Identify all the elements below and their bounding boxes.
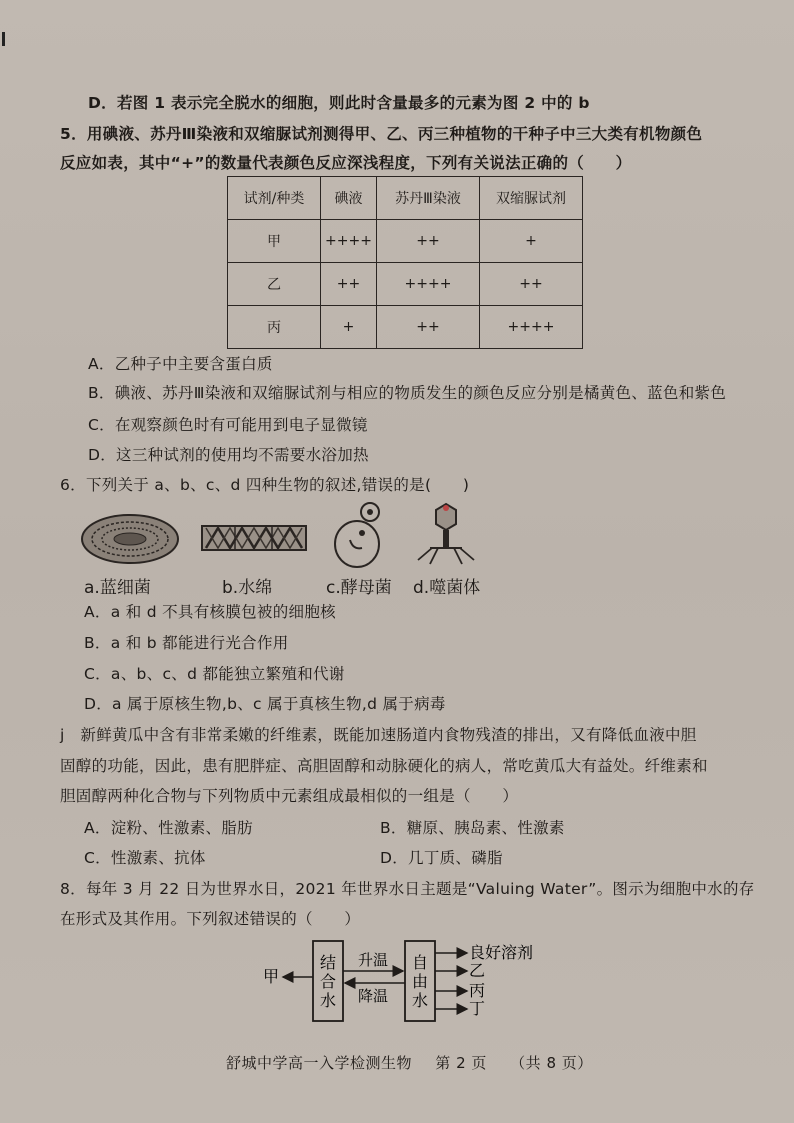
- table-header-cell: 碘液: [321, 177, 377, 220]
- q6-option-c: C．a、b、c、d 都能独立繁殖和代谢: [84, 665, 345, 683]
- q6-option-d: D．a 属于原核生物,b、c 属于真核生物,d 属于病毒: [84, 695, 446, 713]
- q5-stem-line2: 反应如表，其中“+”的数量代表颜色反应深浅程度，下列有关说法正确的（ ）: [60, 154, 632, 172]
- bound-water-char: 结: [319, 953, 337, 972]
- yeast-figure: [330, 500, 390, 570]
- table-header-cell: 试剂/种类: [228, 177, 321, 220]
- fig-label-a: a.蓝细菌: [84, 578, 151, 598]
- fig-label-d: d.噬菌体: [413, 578, 481, 598]
- table-row: [228, 306, 583, 349]
- q7-option-b: B．糖原、胰岛素、性激素: [380, 819, 565, 837]
- table-header-row: [228, 177, 583, 220]
- edge-mark: [2, 32, 5, 46]
- free-water-char: 水: [411, 991, 429, 1010]
- footer-total: （共 8 页）: [510, 1054, 593, 1072]
- table-cell: +: [480, 220, 583, 263]
- fig-label-c: c.酵母菌: [326, 578, 392, 598]
- table-cell: ++: [377, 220, 480, 263]
- table-cell: ++++: [480, 306, 583, 349]
- table-header-cell: 苏丹Ⅲ染液: [377, 177, 480, 220]
- spirogyra-figure: [200, 520, 308, 556]
- bacteriophage-figure: [410, 500, 482, 570]
- table-row: [228, 220, 583, 263]
- q5-option-b: B．碘液、苏丹Ⅲ染液和双缩脲试剂与相应的物质发生的颜色反应分别是橘黄色、蓝色和紫色: [88, 384, 727, 402]
- q5-option-a: A．乙种子中主要含蛋白质: [88, 355, 273, 373]
- fig-label-b: b.水绵: [222, 578, 273, 598]
- q7-option-a: A．淀粉、性激素、脂肪: [84, 819, 253, 837]
- q7-option-d: D．几丁质、磷脂: [380, 849, 503, 867]
- q7-stem-line1: j 新鲜黄瓜中含有非常柔嫩的纤维素，既能加速肠道内食物残渣的排出，又有降低血液中胆: [60, 726, 697, 744]
- table-header-cell: 双缩脲试剂: [480, 177, 583, 220]
- q5-option-d: D．这三种试剂的使用均不需要水浴加热: [88, 446, 369, 464]
- water-forms-diagram: [255, 935, 555, 1030]
- free-water-char: 自: [411, 953, 429, 972]
- table-cell: 丙: [228, 306, 321, 349]
- q7-stem-line2: 固醇的功能，因此，患有肥胖症、高胆固醇和动脉硬化的病人，常吃黄瓜大有益处。纤维素和: [60, 757, 708, 775]
- bound-water-char: 合: [319, 972, 337, 991]
- free-water-char: 由: [411, 972, 429, 991]
- bound-water-char: 水: [319, 991, 337, 1010]
- q5-option-c: C．在观察颜色时有可能用到电子显微镜: [88, 416, 368, 434]
- footer-school: 舒城中学高一入学检测生物: [226, 1054, 413, 1072]
- table-cell: ++++: [377, 263, 480, 306]
- table-cell: ++: [377, 306, 480, 349]
- q6-option-a: A．a 和 d 不具有核膜包被的细胞核: [84, 603, 336, 621]
- table-row: [228, 263, 583, 306]
- q7-option-c: C．性激素、抗体: [84, 849, 206, 867]
- table-cell: +: [321, 306, 377, 349]
- output-yi: 乙: [469, 961, 486, 980]
- q5-stem-line1: 5．用碘液、苏丹Ⅲ染液和双缩脲试剂测得甲、乙、丙三种植物的干种子中三大类有机物颜色: [60, 125, 703, 143]
- arrow-warm-label: 升温: [357, 951, 389, 969]
- q4-option-d: D．若图 1 表示完全脱水的细胞，则此时含量最多的元素为图 2 中的 b: [88, 94, 590, 112]
- q8-stem-line2: 在形式及其作用。下列叙述错误的（ ）: [60, 910, 361, 928]
- q8-stem-line1: 8．每年 3 月 22 日为世界水日，2021 年世界水日主题是“Valuing Water”。图示为细胞中水的存: [60, 880, 755, 898]
- page-footer: [226, 1052, 611, 1073]
- output-solvent: 良好溶剂: [469, 943, 534, 962]
- footer-page: 第 2 页: [435, 1054, 487, 1072]
- cyanobacteria-figure: [78, 510, 183, 568]
- output-bing: 丙: [469, 981, 486, 1000]
- table-cell: ++: [321, 263, 377, 306]
- q5-reagent-table: [227, 176, 583, 349]
- table-cell: ++: [480, 263, 583, 306]
- output-ding: 丁: [469, 999, 486, 1018]
- table-cell: ++++: [321, 220, 377, 263]
- left-label: 甲: [263, 967, 280, 986]
- q6-stem: 6．下列关于 a、b、c、d 四种生物的叙述,错误的是( ): [60, 476, 470, 494]
- q6-option-b: B．a 和 b 都能进行光合作用: [84, 634, 289, 652]
- table-cell: 乙: [228, 263, 321, 306]
- arrow-cool-label: 降温: [357, 987, 389, 1005]
- table-cell: 甲: [228, 220, 321, 263]
- q7-stem-line3: 胆固醇两种化合物与下列物质中元素组成最相似的一组是（ ）: [60, 787, 519, 805]
